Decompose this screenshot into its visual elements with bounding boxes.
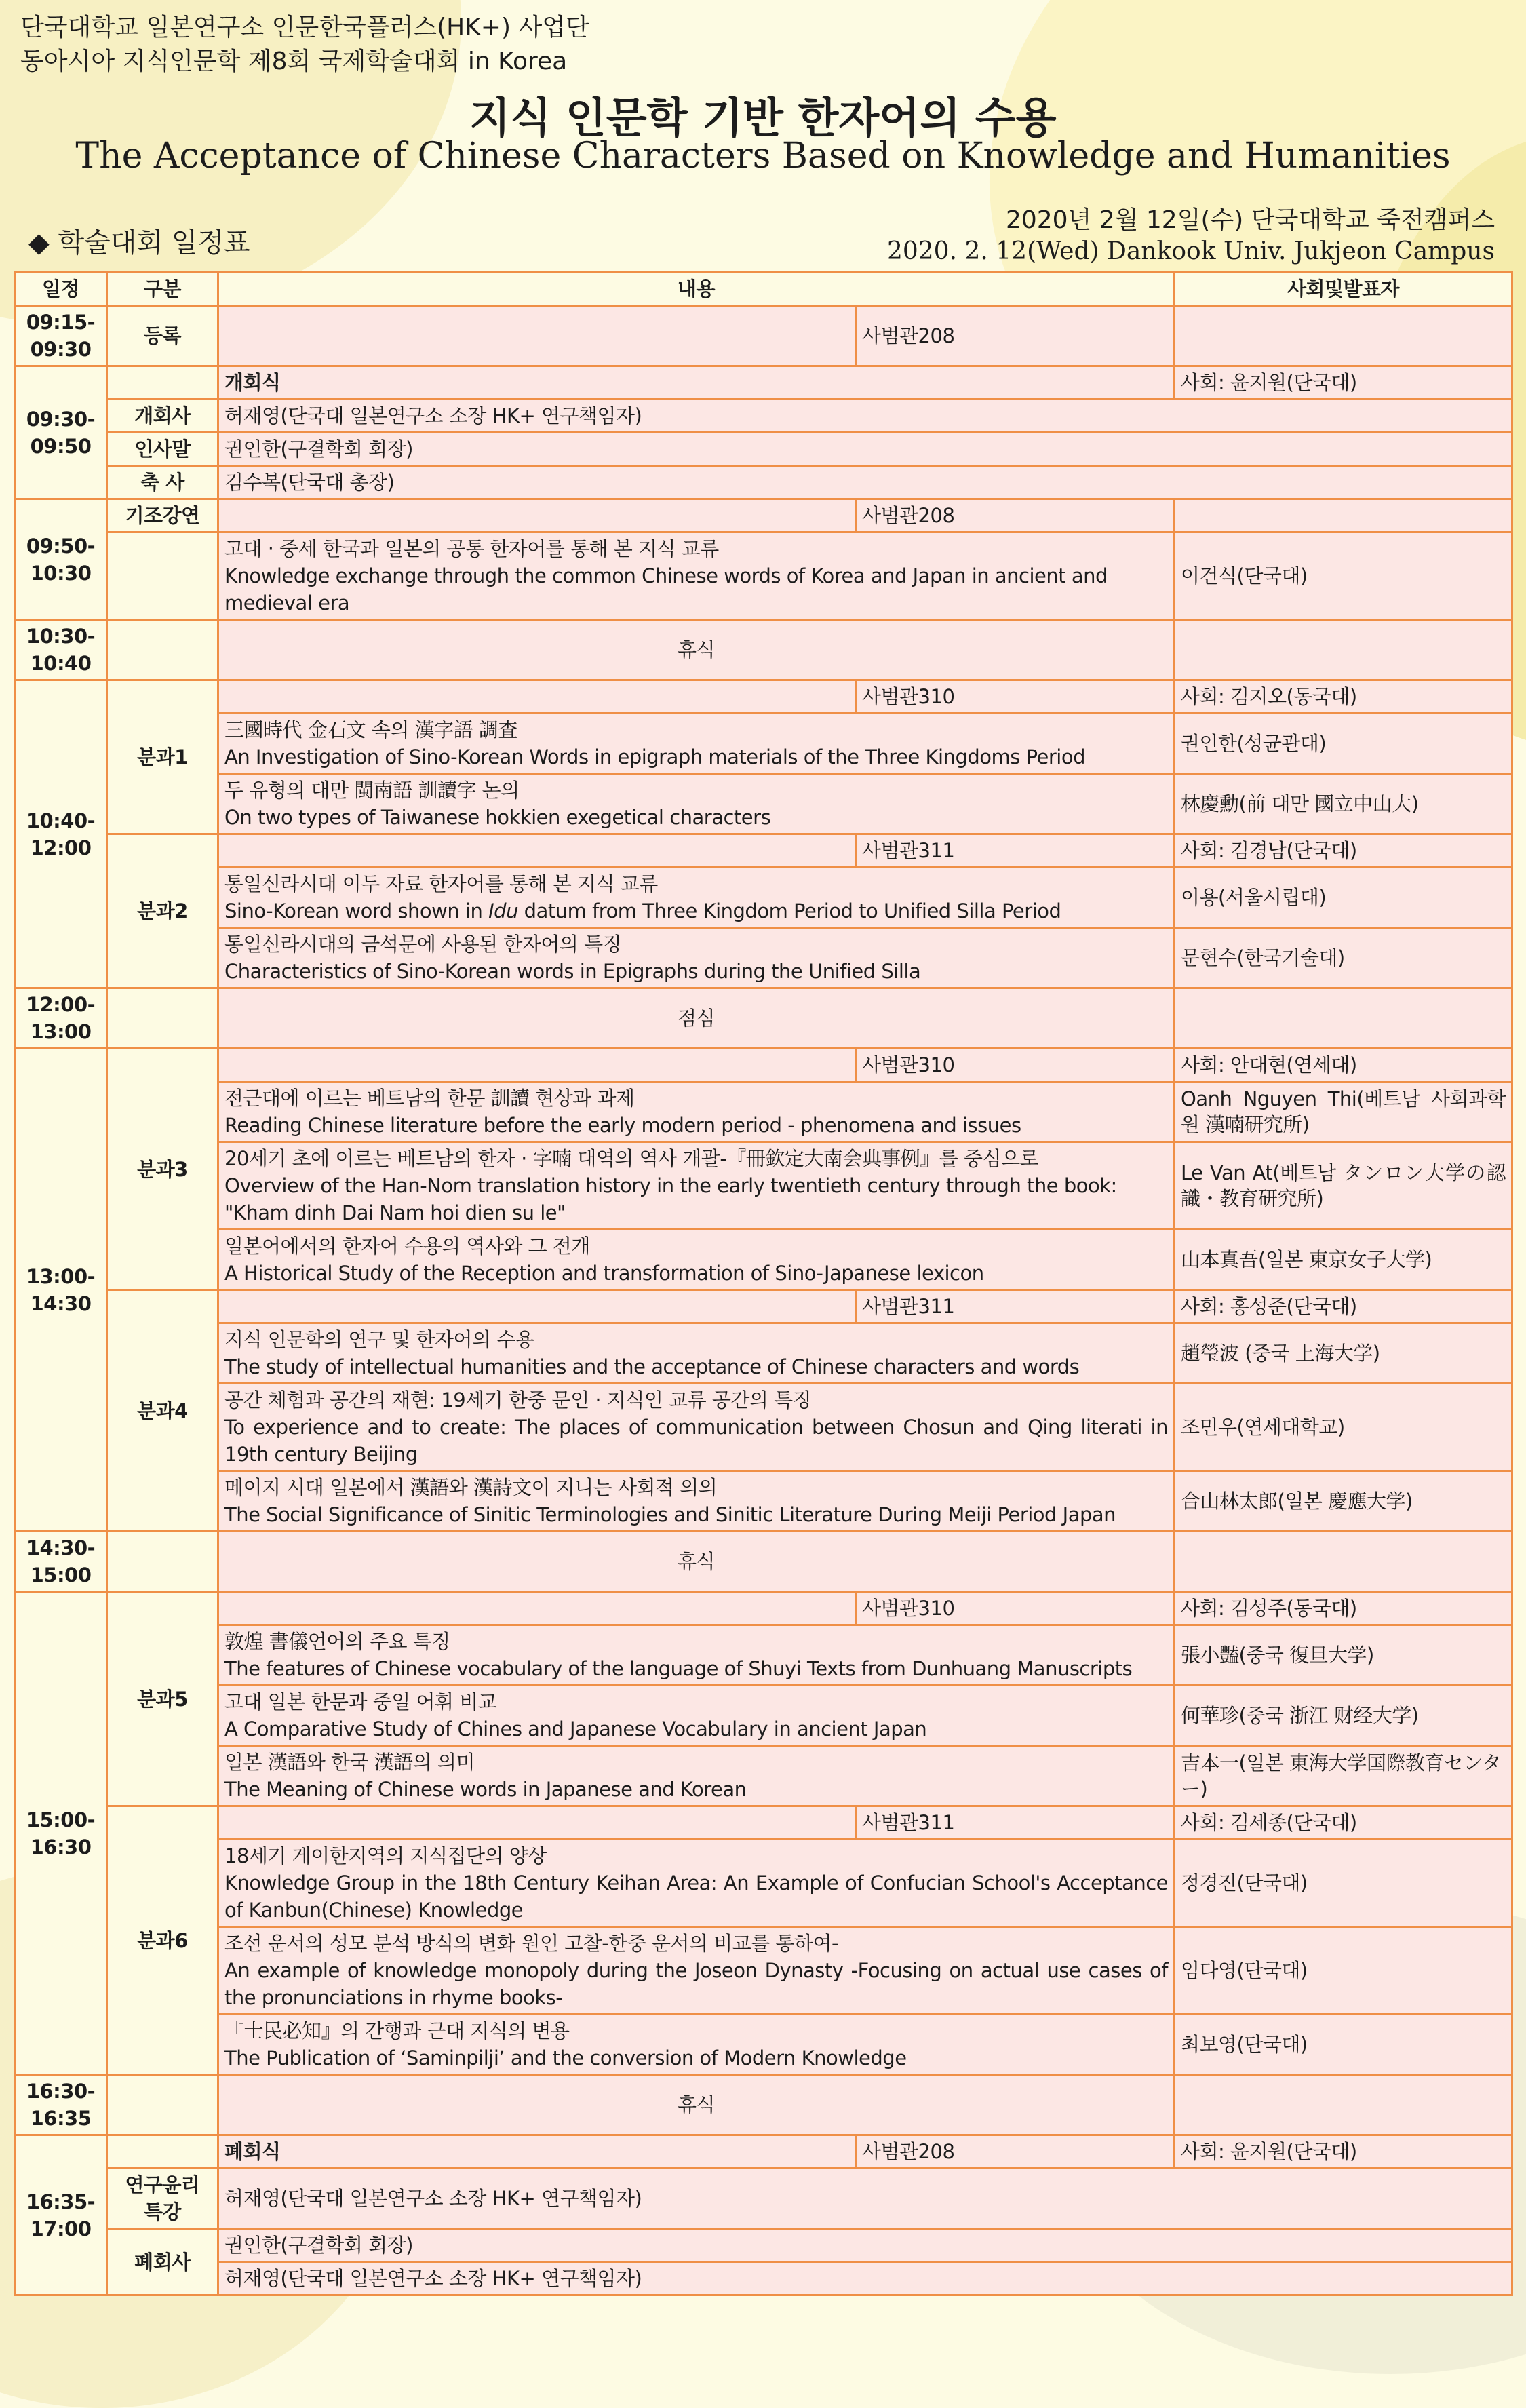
session-label: 분과4 [107,1290,218,1532]
presenter-cell: Le Van At(베트남 タンロン大学の認識・教育研究所) [1175,1142,1512,1230]
paper-title-ko: 두 유형의 대만 閩南語 訓讀字 논의 [224,779,520,802]
presenter-cell [1175,620,1512,680]
paper-title-en: To experience and to create: The places of communication between Chosun and Qing literati in 19th century Beijing [224,1416,1168,1466]
time-label: 16:35- 17:00 [26,2190,96,2240]
content-cell [218,1290,856,1323]
table-row [15,2135,1512,2169]
table-row [15,714,1512,774]
table-row [15,1625,1512,1686]
type-cell [107,2075,218,2135]
table-header-row [15,273,1512,306]
time-label: 14:30- 15:00 [26,1536,96,1587]
time-cell [15,499,107,620]
paper-title-ko: 통일신라시대 이두 자료 한자어를 통해 본 지식 교류 [224,872,658,895]
paper-cell [218,1927,1175,2015]
presenter-cell: 조민우(연세대학교) [1175,1384,1512,1471]
paper-cell [218,1625,1175,1686]
type-cell [107,2135,218,2169]
paper-title-en: Overview of the Han-Nom translation history in the early twentieth century through the book: "Kham dinh Dai Nam hoi dien su le" [224,1174,1117,1224]
chair-cell: 사회: 김세종(단국대) [1175,1806,1512,1840]
time-cell [15,2075,107,2135]
time-label: 15:00- 16:30 [26,1808,96,1859]
time-label: 09:15- 09:30 [26,311,96,361]
session-label: 분과1 [107,680,218,834]
time-label: 13:00- 14:30 [26,1264,96,1315]
paper-cell [218,532,1175,620]
table-row [15,499,1512,532]
header-content: 내용 [218,273,1175,306]
type-label: 연구윤리 특강 [125,2173,200,2223]
paper-title-ko: 『士民必知』의 간행과 근대 지식의 변용 [224,2019,570,2042]
presenter-cell: 張小豔(중국 復旦大学) [1175,1625,1512,1686]
event-date [887,205,1495,267]
hall-cell: 사범관311 [856,1290,1175,1323]
paper-title-ko: 메이지 시대 일본에서 漢語와 漢詩文이 지니는 사회적 의의 [224,1476,718,1499]
presenter-cell: Oanh Nguyen Thi(베트남 사회과학원 漢喃研究所) [1175,1082,1512,1142]
paper-cell [218,1230,1175,1290]
paper-title-en: The Publication of ‘Saminpilji’ and the conversion of Modern Knowledge [224,2046,907,2070]
presenter-cell [1175,306,1512,366]
presenter-cell: 山本真吾(일본 東京女子大学) [1175,1230,1512,1290]
presenter-cell: 이용(서울시립대) [1175,868,1512,928]
paper-title-en-part: Sino-Korean word shown in [224,899,489,923]
schedule-table [14,271,1513,2296]
paper-cell [218,1746,1175,1806]
presenter-cell: 최보영(단국대) [1175,2015,1512,2075]
content-cell [218,834,856,868]
chair-cell: 사회: 김성주(동국대) [1175,1592,1512,1625]
table-row [15,680,1512,714]
hall-cell: 사범관311 [856,834,1175,868]
chair-cell: 사회: 윤지원(단국대) [1175,2135,1512,2169]
presenter-cell: 권인한(성균관대) [1175,714,1512,774]
paper-title-ko: 일본 漢語와 한국 漢語의 의미 [224,1751,475,1774]
table-row [15,466,1512,499]
time-cell [15,620,107,680]
type-cell: 축 사 [107,466,218,499]
table-row [15,1927,1512,2015]
type-cell: 개회사 [107,400,218,433]
table-row [15,1840,1512,1927]
time-cell [15,1049,107,1532]
paper-cell [218,1082,1175,1142]
content-cell: 권인한(구결학회 회장) [218,433,1512,466]
content-cell: 권인한(구결학회 회장) [218,2229,1512,2262]
content-cell [218,1049,856,1082]
content-cell: 김수복(단국대 총장) [218,466,1512,499]
table-row [15,1049,1512,1082]
paper-title-en: The features of Chinese vocabulary of the language of Shuyi Texts from Dunhuang Manuscripts [224,1657,1133,1680]
break-label: 휴식 [218,2075,1175,2135]
session-label: 분과2 [107,834,218,988]
table-row [15,2229,1512,2262]
session-label: 분과3 [107,1049,218,1290]
time-label: 16:30- 16:35 [26,2080,96,2130]
title-english: The Acceptance of Chinese Characters Based on Knowledge and Humanities [75,136,1451,176]
chair-cell: 사회: 윤지원(단국대) [1175,366,1512,400]
hall-cell: 사범관208 [856,306,1175,366]
chair-cell: 사회: 김지오(동국대) [1175,680,1512,714]
table-row [15,1384,1512,1471]
event-title: 폐회식 [218,2135,856,2169]
hall-cell: 사범관311 [856,1806,1175,1840]
type-cell [107,620,218,680]
paper-cell [218,1840,1175,1927]
time-label: 09:50- 10:30 [26,534,96,585]
paper-title-ko: 18세기 게이한지역의 지식집단의 양상 [224,1844,547,1867]
paper-title-ko: 20세기 초에 이르는 베트남의 한자 · 字喃 대역의 역사 개괄-『冊欽定大南会典事例』를 중심으로 [224,1147,1039,1170]
hall-cell: 사범관208 [856,499,1175,532]
event-date-english: 2020. 2. 12(Wed) Dankook Univ. Jukjeon Campus [886,237,1495,265]
chair-cell: 사회: 김경남(단국대) [1175,834,1512,868]
table-row [15,1323,1512,1384]
time-cell [15,988,107,1049]
presenter-cell: 合山林太郎(일본 慶應大学) [1175,1471,1512,1532]
paper-cell [218,1323,1175,1384]
header-type: 구분 [107,273,218,306]
type-cell [107,532,218,620]
paper-title-ko: 일본어에서의 한자어 수용의 역사와 그 전개 [224,1235,590,1258]
presenter-cell: 趙瑩波 (중국 上海大学) [1175,1323,1512,1384]
paper-title-en: A Historical Study of the Reception and transformation of Sino-Japanese lexicon [224,1262,984,1285]
paper-title-ko: 공간 체험과 공간의 재현: 19세기 한중 문인 · 지식인 교류 공간의 특징 [224,1389,812,1412]
table-row [15,400,1512,433]
time-label: 10:30- 10:40 [26,625,96,675]
table-row [15,366,1512,400]
table-row [15,1806,1512,1840]
organizer-block [20,11,589,79]
presenter-cell: 林慶勳(前 대만 國立中山大) [1175,774,1512,834]
time-cell [15,1532,107,1592]
break-label: 휴식 [218,620,1175,680]
content-cell [218,1592,856,1625]
paper-title-ko: 三國時代 金石文 속의 漢字語 調査 [224,718,517,741]
presenter-cell: 정경진(단국대) [1175,1840,1512,1927]
table-row [15,620,1512,680]
content-cell [218,1806,856,1840]
table-row [15,1290,1512,1323]
title-korean: 지식 인문학 기반 한자어의 수용 [469,93,1057,142]
table-row [15,1230,1512,1290]
time-cell [15,306,107,366]
paper-title-en: Knowledge Group in the 18th Century Keihan Area: An Example of Confucian School's Acceptance of Kanbun(Chinese) Knowledge [224,1871,1168,1922]
paper-title-en: Reading Chinese literature before the early modern period - phenomena and issues [224,1114,1021,1137]
break-label: 휴식 [218,1532,1175,1592]
content-cell: 허재영(단국대 일본연구소 소장 HK+ 연구책임자) [218,400,1512,433]
table-row [15,2262,1512,2295]
organizer-line-2: 동아시아 지식인문학 제8회 국제학술대회 in Korea [20,47,568,75]
table-row [15,1592,1512,1625]
paper-title-en-italic: Idu [488,899,518,923]
paper-title-en: The Meaning of Chinese words in Japanese and Korean [224,1778,747,1801]
paper-cell [218,1384,1175,1471]
table-row [15,2015,1512,2075]
paper-cell [218,2015,1175,2075]
time-label: 10:40- 12:00 [26,809,96,859]
table-row [15,1746,1512,1806]
paper-title-en: An example of knowledge monopoly during the Joseon Dynasty -Focusing on actual use cases of the pronunciations in rhyme books- [224,1959,1168,2009]
schedule-heading: ◆ 학술대회 일정표 [28,227,250,258]
paper-cell [218,928,1175,988]
table-row [15,774,1512,834]
chair-cell: 사회: 안대현(연세대) [1175,1049,1512,1082]
table-row [15,532,1512,620]
table-row [15,1532,1512,1592]
table-row [15,868,1512,928]
paper-title-en: A Comparative Study of Chines and Japanese Vocabulary in ancient Japan [224,1717,927,1741]
chair-cell: 사회: 홍성준(단국대) [1175,1290,1512,1323]
hall-cell: 사범관310 [856,1049,1175,1082]
event-title: 개회식 [218,366,1175,400]
paper-title-ko: 고대 · 중세 한국과 일본의 공통 한자어를 통해 본 지식 교류 [224,537,719,560]
presenter-cell: 何華珍(중국 浙江 财经大学) [1175,1686,1512,1746]
time-cell [15,1592,107,2075]
table-row [15,1471,1512,1532]
header-time: 일정 [15,273,107,306]
content-cell: 허재영(단국대 일본연구소 소장 HK+ 연구책임자) [218,2262,1512,2295]
type-cell [107,988,218,1049]
paper-title-en-part: datum from Three Kingdom Period to Unified Silla Period [517,899,1061,923]
table-row [15,1142,1512,1230]
session-label: 분과6 [107,1806,218,2075]
type-cell [107,2169,218,2229]
table-row [15,2169,1512,2229]
paper-title-ko: 조선 운서의 성모 분석 방식의 변화 원인 고찰-한중 운서의 비교를 통하여- [224,1932,839,1955]
table-row [15,306,1512,366]
hall-cell: 사범관208 [856,2135,1175,2169]
type-cell [107,1532,218,1592]
paper-title-ko: 지식 인문학의 연구 및 한자어의 수용 [224,1328,534,1351]
paper-title-ko: 고대 일본 한문과 중일 어휘 비교 [224,1690,497,1713]
table-row [15,1082,1512,1142]
paper-title-ko: 敦煌 書儀언어의 주요 특징 [224,1630,450,1653]
paper-cell [218,714,1175,774]
type-cell: 기조강연 [107,499,218,532]
time-label: 09:30- 09:50 [26,407,96,458]
paper-cell [218,1686,1175,1746]
hall-cell: 사범관310 [856,680,1175,714]
paper-title-en: The Social Significance of Sinitic Terminologies and Sinitic Literature During Meiji Period Japan [224,1503,1116,1526]
presenter-cell: 임다영(단국대) [1175,1927,1512,2015]
content-cell [218,306,856,366]
session-label: 분과5 [107,1592,218,1806]
table-row [15,1686,1512,1746]
time-cell [15,366,107,499]
table-row [15,834,1512,868]
presenter-cell [1175,988,1512,1049]
content-cell [218,499,856,532]
paper-cell [218,868,1175,928]
type-cell [107,366,218,400]
paper-cell [218,774,1175,834]
time-label: 12:00- 13:00 [26,993,96,1043]
paper-title-en: Knowledge exchange through the common Chinese words of Korea and Japan in ancient and medieval era [224,564,1108,615]
presenter-cell: 이건식(단국대) [1175,532,1512,620]
content-cell [218,680,856,714]
content-cell: 허재영(단국대 일본연구소 소장 HK+ 연구책임자) [218,2169,1512,2229]
table-row [15,988,1512,1049]
paper-cell [218,1142,1175,1230]
type-cell: 폐회사 [107,2229,218,2295]
presenter-cell: 문현수(한국기술대) [1175,928,1512,988]
event-date-korean: 2020년 2월 12일(수) 단국대학교 죽전캠퍼스 [1005,206,1495,234]
paper-title-ko: 전근대에 이르는 베트남의 한문 訓讀 현상과 과제 [224,1087,635,1110]
table-row [15,2075,1512,2135]
paper-title-ko: 통일신라시대의 금석문에 사용된 한자어의 특징 [224,933,622,956]
hall-cell: 사범관310 [856,1592,1175,1625]
presenter-cell: 吉本一(일본 東海大学国際教育センター) [1175,1746,1512,1806]
paper-cell [218,1471,1175,1532]
time-cell [15,2135,107,2295]
header-presenter: 사회및발표자 [1175,273,1512,306]
lunch-label: 점심 [218,988,1175,1049]
table-row [15,928,1512,988]
presenter-cell [1175,2075,1512,2135]
paper-title-en: On two types of Taiwanese hokkien exegetical characters [224,806,771,829]
presenter-cell [1175,499,1512,532]
paper-title-en: The study of intellectual humanities and the acceptance of Chinese characters and words [224,1355,1080,1378]
presenter-cell [1175,1532,1512,1592]
type-cell: 등록 [107,306,218,366]
paper-title-en: An Investigation of Sino-Korean Words in epigraph materials of the Three Kingdoms Period [224,745,1086,769]
time-cell [15,680,107,988]
type-cell: 인사말 [107,433,218,466]
paper-title-en [224,897,1168,925]
table-row [15,433,1512,466]
paper-title-en: Characteristics of Sino-Korean words in Epigraphs during the Unified Silla [224,960,921,983]
organizer-line-1: 단국대학교 일본연구소 인문한국플러스(HK+) 사업단 [20,14,589,41]
